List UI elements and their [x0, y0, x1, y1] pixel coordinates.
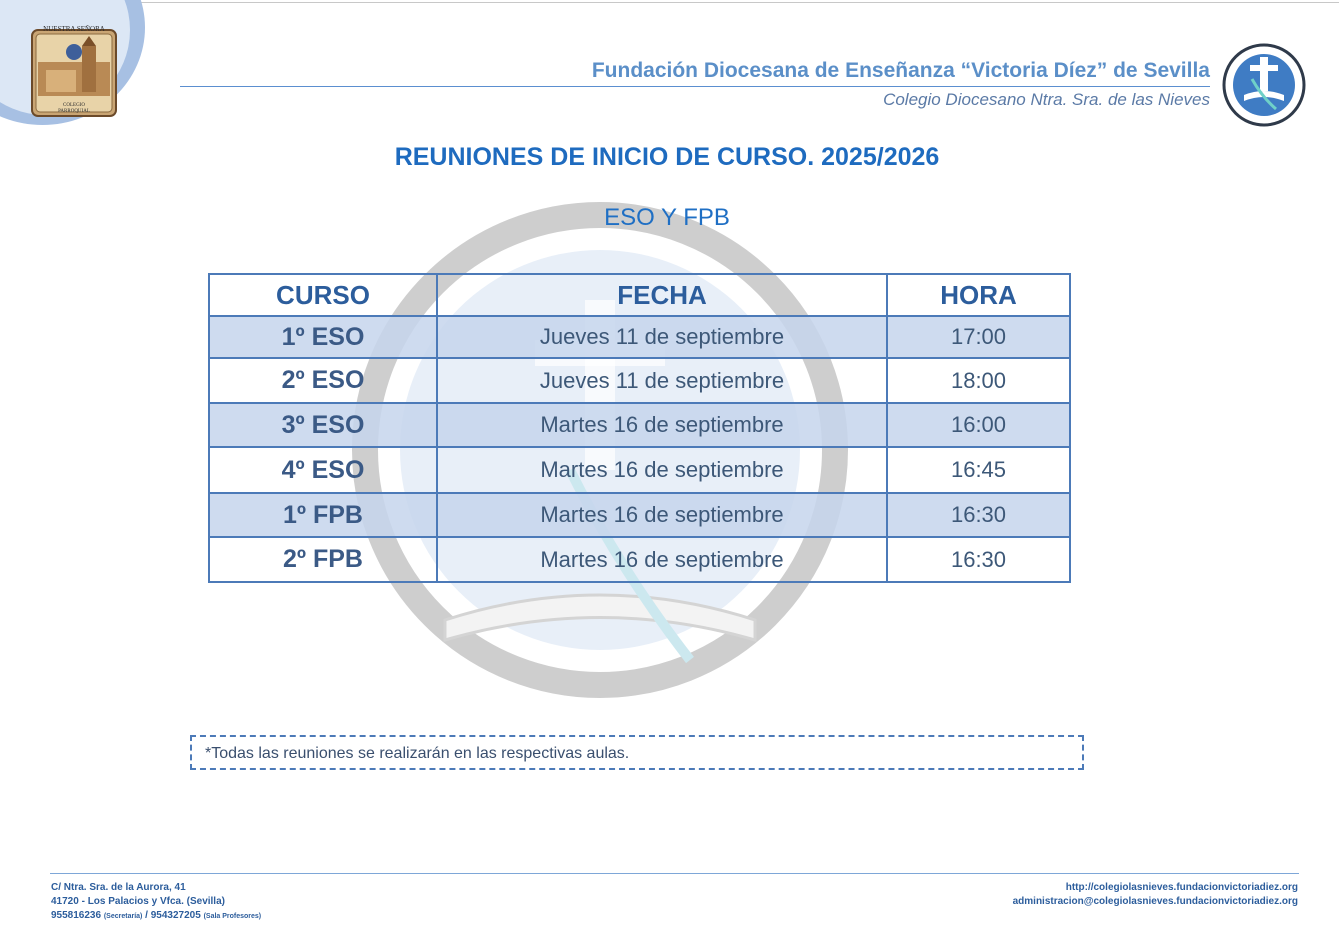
footer-contact [1013, 881, 1298, 909]
fecha-cell: Jueves 11 de septiembre [437, 358, 887, 403]
note-text: *Todas las reuniones se realizarán en las respectivas aulas. [205, 745, 630, 762]
table-row [209, 316, 1070, 358]
address-line-1: C/ Ntra. Sra. de la Aurora, 41 [51, 882, 186, 893]
top-rule [0, 2, 1339, 3]
footer-address [51, 881, 261, 924]
fecha-cell: Martes 16 de septiembre [437, 537, 887, 582]
column-header-hora: HORA [887, 274, 1070, 316]
curso-cell: 2º ESO [209, 358, 437, 403]
column-header-curso: CURSO [209, 274, 437, 316]
header-divider [180, 86, 1210, 87]
curso-cell: 2º FPB [209, 537, 437, 582]
column-header-fecha: FECHA [437, 274, 887, 316]
school-name: Colegio Diocesano Ntra. Sra. de las Nieves [883, 90, 1210, 109]
page-title: REUNIONES DE INICIO DE CURSO. 2025/2026 [394, 143, 940, 171]
phone-secretaria: 955816236 [51, 910, 102, 921]
email-link[interactable]: administracion@colegiolasnieves.fundacionvictoriadiez.org [1012, 896, 1298, 907]
phone-profesores: 954327205 [150, 910, 201, 921]
phone-line [51, 909, 261, 924]
table-row [209, 447, 1070, 493]
svg-text:NUESTRA SEÑORA: NUESTRA SEÑORA [43, 25, 105, 33]
organization-name: Fundación Diocesana de Enseñanza “Victoria Díez” de Sevilla [591, 59, 1210, 82]
page-subtitle: ESO Y FPB [604, 204, 730, 231]
curso-cell: 3º ESO [209, 403, 437, 447]
table-row [209, 493, 1070, 537]
hora-cell: 16:45 [887, 447, 1070, 493]
hora-cell: 16:30 [887, 537, 1070, 582]
address-line-2: 41720 - Los Palacios y Vfca. (Sevilla) [51, 896, 225, 907]
fecha-cell: Martes 16 de septiembre [437, 447, 887, 493]
phone-secretaria-label: (Secretaría) [103, 913, 143, 920]
phone-separator: / [142, 910, 151, 921]
curso-cell: 1º FPB [209, 493, 437, 537]
table-row [209, 358, 1070, 403]
table-header-row [209, 274, 1070, 316]
hora-cell: 18:00 [887, 358, 1070, 403]
curso-cell: 4º ESO [209, 447, 437, 493]
footer-divider [50, 873, 1299, 874]
school-logo [18, 22, 128, 122]
svg-text:COLEGIO: COLEGIO [63, 103, 85, 108]
hora-cell: 16:00 [887, 403, 1070, 447]
schedule-table [208, 273, 1071, 583]
fecha-cell: Martes 16 de septiembre [437, 403, 887, 447]
note-box [190, 735, 1084, 770]
hora-cell: 16:30 [887, 493, 1070, 537]
fecha-cell: Martes 16 de septiembre [437, 493, 887, 537]
curso-cell: 1º ESO [209, 316, 437, 358]
phone-profesores-label: (Sala Profesores) [203, 913, 262, 920]
website-link[interactable]: http://colegiolasnieves.fundacionvictoriadiez.org [1065, 882, 1298, 893]
svg-text:PARROQUIAL: PARROQUIAL [58, 109, 90, 114]
table-row [209, 537, 1070, 582]
foundation-logo [1222, 43, 1306, 127]
fecha-cell: Jueves 11 de septiembre [437, 316, 887, 358]
hora-cell: 17:00 [887, 316, 1070, 358]
table-row [209, 403, 1070, 447]
